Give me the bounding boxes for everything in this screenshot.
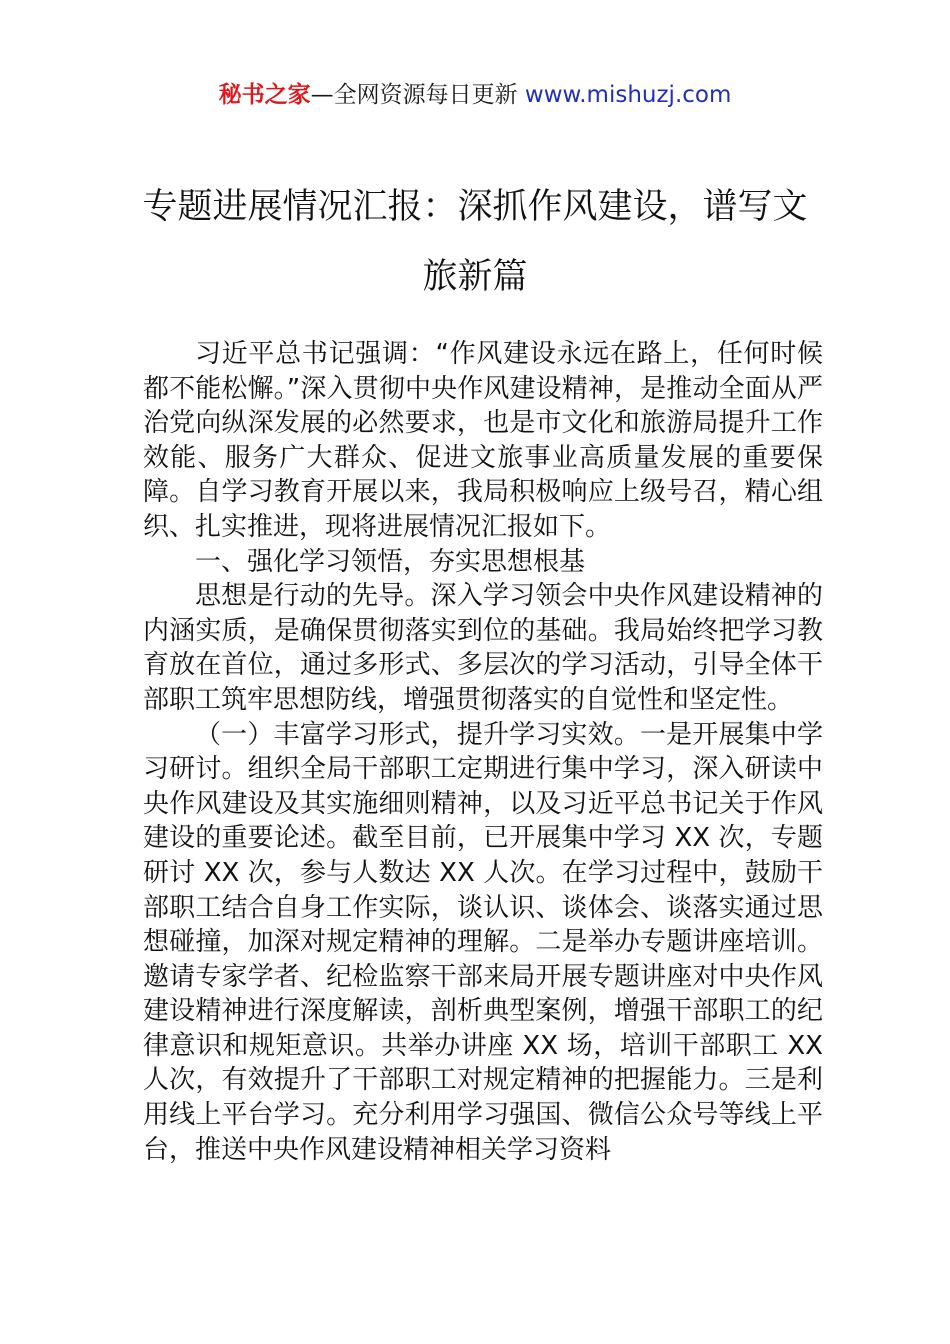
paragraph-subsection-1: （一）丰富学习形式，提升学习实效。一是开展集中学习研讨。组织全局干部职工定期进行集中学习，深入研读中央作风建设及其实施细则精神，以及习近平总书记关于作风建设的重要论述。截至目前，已开展集中学习 XX 次，专题研讨 XX 次，参与人数达 XX 人次。在学习过程中，鼓励干部职工结合自身工作实际，谈认识、谈体会、谈落实通过思想碰撞，加深对规定精神的理解。二是举办专题讲座培训。邀请专家学者、纪检监察干部来局开展专题讲座对中央作风建设精神进行深度解读，剖析典型案例，增强干部职工的纪律意识和规矩意识。共举办讲座 XX 场，培训干部职工 XX 人次，有效提升了干部职工对规定精神的把握能力。三是利用线上平台学习。充分利用学习强国、微信公众号等线上平台，推送中央作风建设精神相关学习资料 xyxy=(143,719,823,1165)
section-heading-1: 一、强化学习领悟，夯实思想根基 xyxy=(195,546,586,577)
document-title: 专题进展情况汇报：深抓作风建设，谱写文旅新篇 xyxy=(142,187,808,297)
site-url-link[interactable]: www.mishuzj.com xyxy=(524,82,732,108)
header-slogan: —全网资源每日更新 xyxy=(310,82,525,108)
brand-name: 秘书之家 xyxy=(218,82,311,108)
site-header xyxy=(0,78,950,112)
paragraph-intro: 习近平总书记强调：“作风建设永远在路上，任何时候都不能松懈。”深入贯彻中央作风建设精神，是推动全面从严治党向纵深发展的必然要求，也是市文化和旅游局提升工作效能、服务广大群众、促进文旅事业高质量发展的重要保障。自学习教育开展以来，我局积极响应上级号召，精心组织、扎实推进，现将进展情况汇报如下。 xyxy=(143,339,823,542)
paragraph-section-1: 思想是行动的先导。深入学习领会中央作风建设精神的内涵实质，是确保贯彻落实到位的基础。我局始终把学习教育放在首位，通过多形式、多层次的学习活动，引导全体干部职工筑牢思想防线，增强贯彻落实的自觉性和坚定性。 xyxy=(143,581,823,715)
document-body xyxy=(143,337,823,1167)
